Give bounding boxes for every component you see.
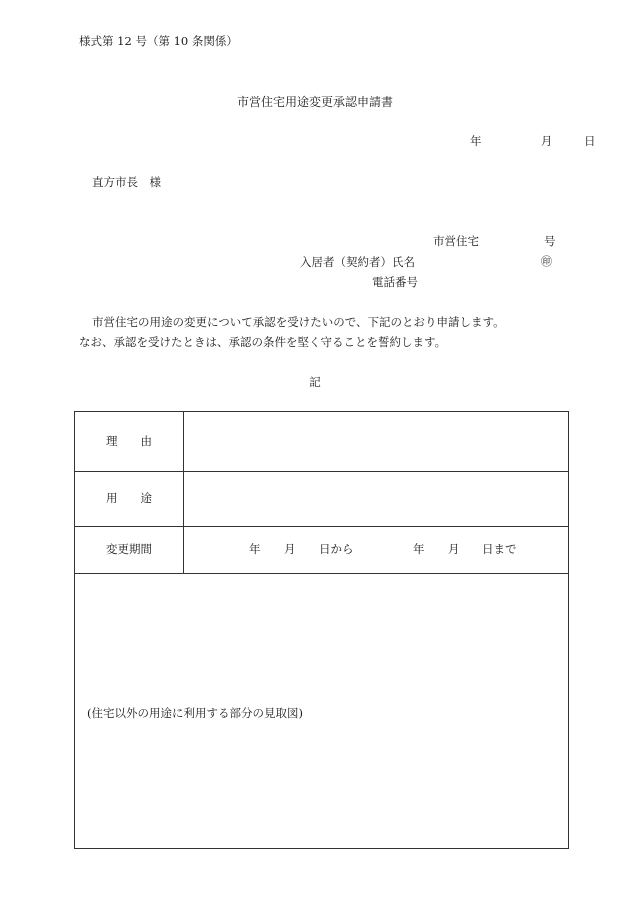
application-table [74, 411, 569, 849]
period-to-month: 月 [448, 542, 460, 556]
period-from-year: 年 [249, 542, 261, 556]
reason-field[interactable] [184, 412, 569, 472]
application-date [470, 136, 595, 148]
period-from-day: 日から [319, 542, 354, 556]
resident-name-label: 入居者（契約者）氏名 [300, 255, 415, 269]
reason-row [75, 412, 569, 472]
date-day-label: 日 [583, 134, 596, 148]
date-month-label: 月 [540, 134, 553, 148]
period-to-day: 日まで [482, 542, 517, 556]
map-row [75, 574, 569, 849]
pledge-statement: なお、承認を受けたときは、承認の条件を堅く守ることを誓約します。 [79, 335, 447, 349]
date-year-label: 年 [470, 134, 482, 148]
phone-number-label: 電話番号 [372, 275, 418, 289]
map-field[interactable] [75, 574, 569, 849]
period-label: 変更期間 [75, 527, 184, 574]
page-title: 市営住宅用途変更承認申請書 [236, 95, 393, 109]
period-row [75, 527, 569, 574]
request-statement: 市営住宅の用途の変更について承認を受けたいので、下記のとおり申請します。 [92, 315, 505, 329]
map-caption: (住宅以外の用途に利用する部分の見取図) [87, 705, 303, 720]
seal-mark: ㊞ [541, 255, 552, 268]
housing-label: 市営住宅 [433, 234, 479, 248]
reason-label: 理 由 [75, 412, 184, 472]
use-label: 用 途 [75, 472, 184, 527]
housing-unit-label: 号 [544, 234, 556, 248]
use-row [75, 472, 569, 527]
period-field[interactable] [184, 527, 569, 574]
period-to-year: 年 [413, 542, 425, 556]
ki-heading: 記 [309, 375, 321, 389]
period-from-month: 月 [284, 542, 296, 556]
use-field[interactable] [184, 472, 569, 527]
addressee: 直方市長 様 [92, 175, 161, 189]
form-number: 様式第 12 号（第 10 条関係） [79, 34, 238, 48]
